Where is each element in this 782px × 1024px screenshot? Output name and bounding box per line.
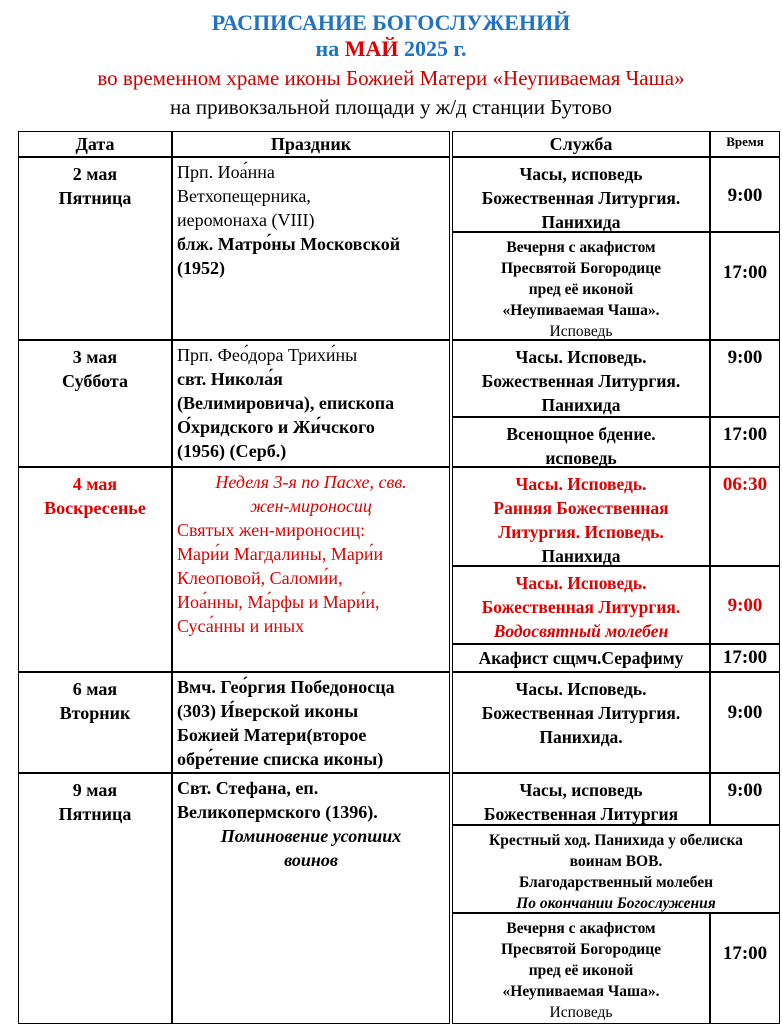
date-weekday: Вторник xyxy=(59,703,131,723)
service-cell: Вечерня с акафистом Пресвятой Богородице пред её иконой «Неупиваемая Чаша». Исповедь xyxy=(452,913,710,1024)
date-day: 6 мая xyxy=(72,679,118,699)
service-cell: Вечерня с акафистом Пресвятой Богородице пред её иконой «Неупиваемая Чаша». Исповедь xyxy=(452,232,710,340)
time-cell: 9:00 xyxy=(710,672,780,773)
time-cell: 9:00 xyxy=(710,157,780,232)
date-day: 2 мая xyxy=(72,164,118,184)
feast-cell: Неделя 3-я по Пасхе, свв. жен-мироносиц Святых жен-мироносиц: Мари́и Магдалины, Мари́и Клеоповой, Саломи́и, Иоа́нны, Ма́рфы и Мари́и, Суса́нны и иных xyxy=(172,467,450,672)
service-cell-wide: Крестный ход. Панихида у обелиска воинам ВОВ. Благодарственный молебен По окончании Богослужения xyxy=(452,825,780,913)
date-weekday: Пятница xyxy=(58,188,132,208)
time-cell: 17:00 xyxy=(710,232,780,340)
date-day: 4 мая xyxy=(72,474,118,494)
table-row-date xyxy=(18,467,172,672)
table-row-date xyxy=(18,773,172,1024)
service-cell: Акафист сщмч.Серафиму xyxy=(452,644,710,672)
time-cell: 9:00 xyxy=(710,773,780,825)
page-title: РАСПИСАНИЕ БОГОСЛУЖЕНИЙ xyxy=(211,10,571,35)
service-cell: Всенощное бдение. исповедь xyxy=(452,417,710,467)
feast-cell: Прп. Фео́дора Трихи́ны свт. Никола́я (Велимировича), епископа О́хридского и Жи́чского (1956) (Серб.) xyxy=(172,340,450,467)
table-row-date xyxy=(18,672,172,773)
time-cell: 17:00 xyxy=(710,644,780,672)
feast-line: блж. Матро́ны Московской xyxy=(177,234,401,254)
time-cell: 17:00 xyxy=(710,913,780,1024)
church-location: на привокзальной площади у ж/д станции Бутово xyxy=(170,95,612,119)
month-name: МАЙ xyxy=(344,36,399,61)
feast-line: иеромонаха (VIII) xyxy=(177,210,315,230)
time-cell: 9:00 xyxy=(710,340,780,417)
feast-line: Ветхопещерника, xyxy=(177,186,311,206)
church-name: во временном храме иконы Божией Матери «Неупиваемая Чаша» xyxy=(97,66,685,90)
date-day: 9 мая xyxy=(72,780,118,800)
time-cell: 9:00 xyxy=(710,566,780,644)
time-cell: 17:00 xyxy=(710,417,780,467)
time-cell: 06:30 xyxy=(710,467,780,566)
col-header-service: Служба xyxy=(452,131,710,157)
feast-cell: Вмч. Гео́ргия Победоносца (303) И́верской иконы Божией Матери(второе обре́тение списка иконы) xyxy=(172,672,450,773)
feast-line: (1952) xyxy=(177,258,225,278)
date-weekday: Пятница xyxy=(58,804,132,824)
service-cell: Часы. Исповедь. Божественная Литургия. Водосвятный молебен xyxy=(452,566,710,644)
feast-line: Прп. Иоа́нна xyxy=(177,162,275,182)
month-line: на МАЙ 2025 г. xyxy=(315,36,467,61)
col-header-time: Время xyxy=(710,131,780,157)
table-row-date xyxy=(18,340,172,467)
col-header-date: Дата xyxy=(18,131,172,157)
feast-cell xyxy=(172,157,450,340)
service-cell: Часы, исповедь Божественная Литургия xyxy=(452,773,710,825)
service-cell: Часы, исповедь Божественная Литургия. Панихида xyxy=(452,157,710,232)
service-cell: Часы. Исповедь. Божественная Литургия. Панихида xyxy=(452,340,710,417)
feast-cell: Свт. Стефана, еп. Великопермского (1396). Поминовение усопших воинов xyxy=(172,773,450,1024)
date-weekday: Суббота xyxy=(62,371,128,391)
table-row-date xyxy=(18,157,172,340)
col-header-feast: Праздник xyxy=(172,131,450,157)
date-day: 3 мая xyxy=(72,347,118,367)
date-weekday: Воскресенье xyxy=(44,498,146,518)
service-cell: Часы. Исповедь. Божественная Литургия. Панихида. xyxy=(452,672,710,773)
service-cell: Часы. Исповедь. Ранняя Божественная Литургия. Исповедь. Панихида xyxy=(452,467,710,566)
